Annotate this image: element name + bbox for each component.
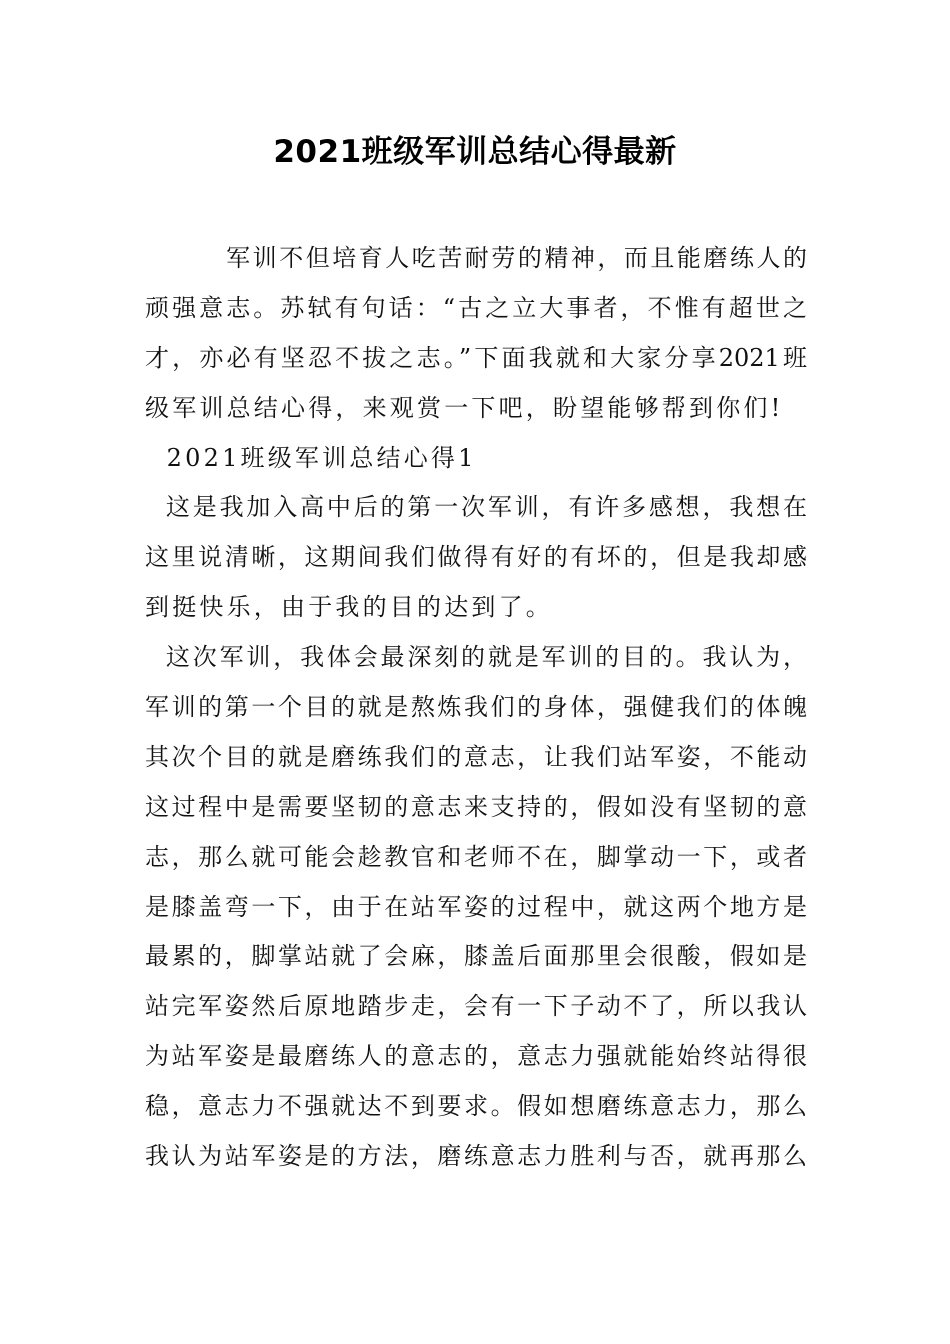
text-line: 其次个目的就是磨练我们的意志，让我们站军姿，不能动 bbox=[145, 742, 807, 771]
text-line: 军训不但培育人吃苦耐劳的精神，而且能磨练人的 bbox=[145, 244, 807, 272]
document-body bbox=[145, 234, 807, 1182]
text-line: 顽强意志。苏轼有句话：“古之立大事者，不惟有超世之 bbox=[145, 293, 807, 322]
text-line: 级军训总结心得，来观赏一下吧，盼望能够帮到你们! bbox=[145, 393, 784, 422]
text-line: 军训的第一个目的就是熬炼我们的身体，强健我们的体魄 bbox=[145, 693, 807, 722]
text-line: 这次军训，我体会最深刻的就是军训的目的。我认为， bbox=[145, 643, 807, 672]
text-line: 为站军姿是最磨练人的意志的，意志力强就能始终站得很 bbox=[145, 1042, 807, 1071]
text-line: 站完军姿然后原地踏步走，会有一下子动不了，所以我认 bbox=[145, 992, 807, 1021]
text-line: 稳，意志力不强就达不到要求。假如想磨练意志力，那么 bbox=[145, 1092, 807, 1121]
text-line: 志，那么就可能会趁教官和老师不在，脚掌动一下，或者 bbox=[145, 842, 807, 871]
text-line: 到挺快乐，由于我的目的达到了。 bbox=[145, 593, 553, 622]
text-line: 2021班级军训总结心得1 bbox=[145, 443, 477, 472]
document-title: 2021班级军训总结心得最新 bbox=[273, 134, 677, 170]
text-line: 才，亦必有坚忍不拔之志。”下面我就和大家分享2021班 bbox=[145, 343, 807, 372]
text-line: 这是我加入高中后的第一次军训，有许多感想，我想在 bbox=[145, 493, 807, 522]
text-line: 这过程中是需要坚韧的意志来支持的，假如没有坚韧的意 bbox=[145, 792, 807, 821]
text-line: 是膝盖弯一下，由于在站军姿的过程中，就这两个地方是 bbox=[145, 892, 807, 921]
text-line: 我认为站军姿是的方法，磨练意志力胜利与否，就再那么 bbox=[145, 1142, 807, 1171]
text-line: 最累的，脚掌站就了会麻，膝盖后面那里会很酸，假如是 bbox=[145, 942, 807, 971]
text-line: 这里说清晰，这期间我们做得有好的有坏的，但是我却感 bbox=[145, 543, 807, 572]
